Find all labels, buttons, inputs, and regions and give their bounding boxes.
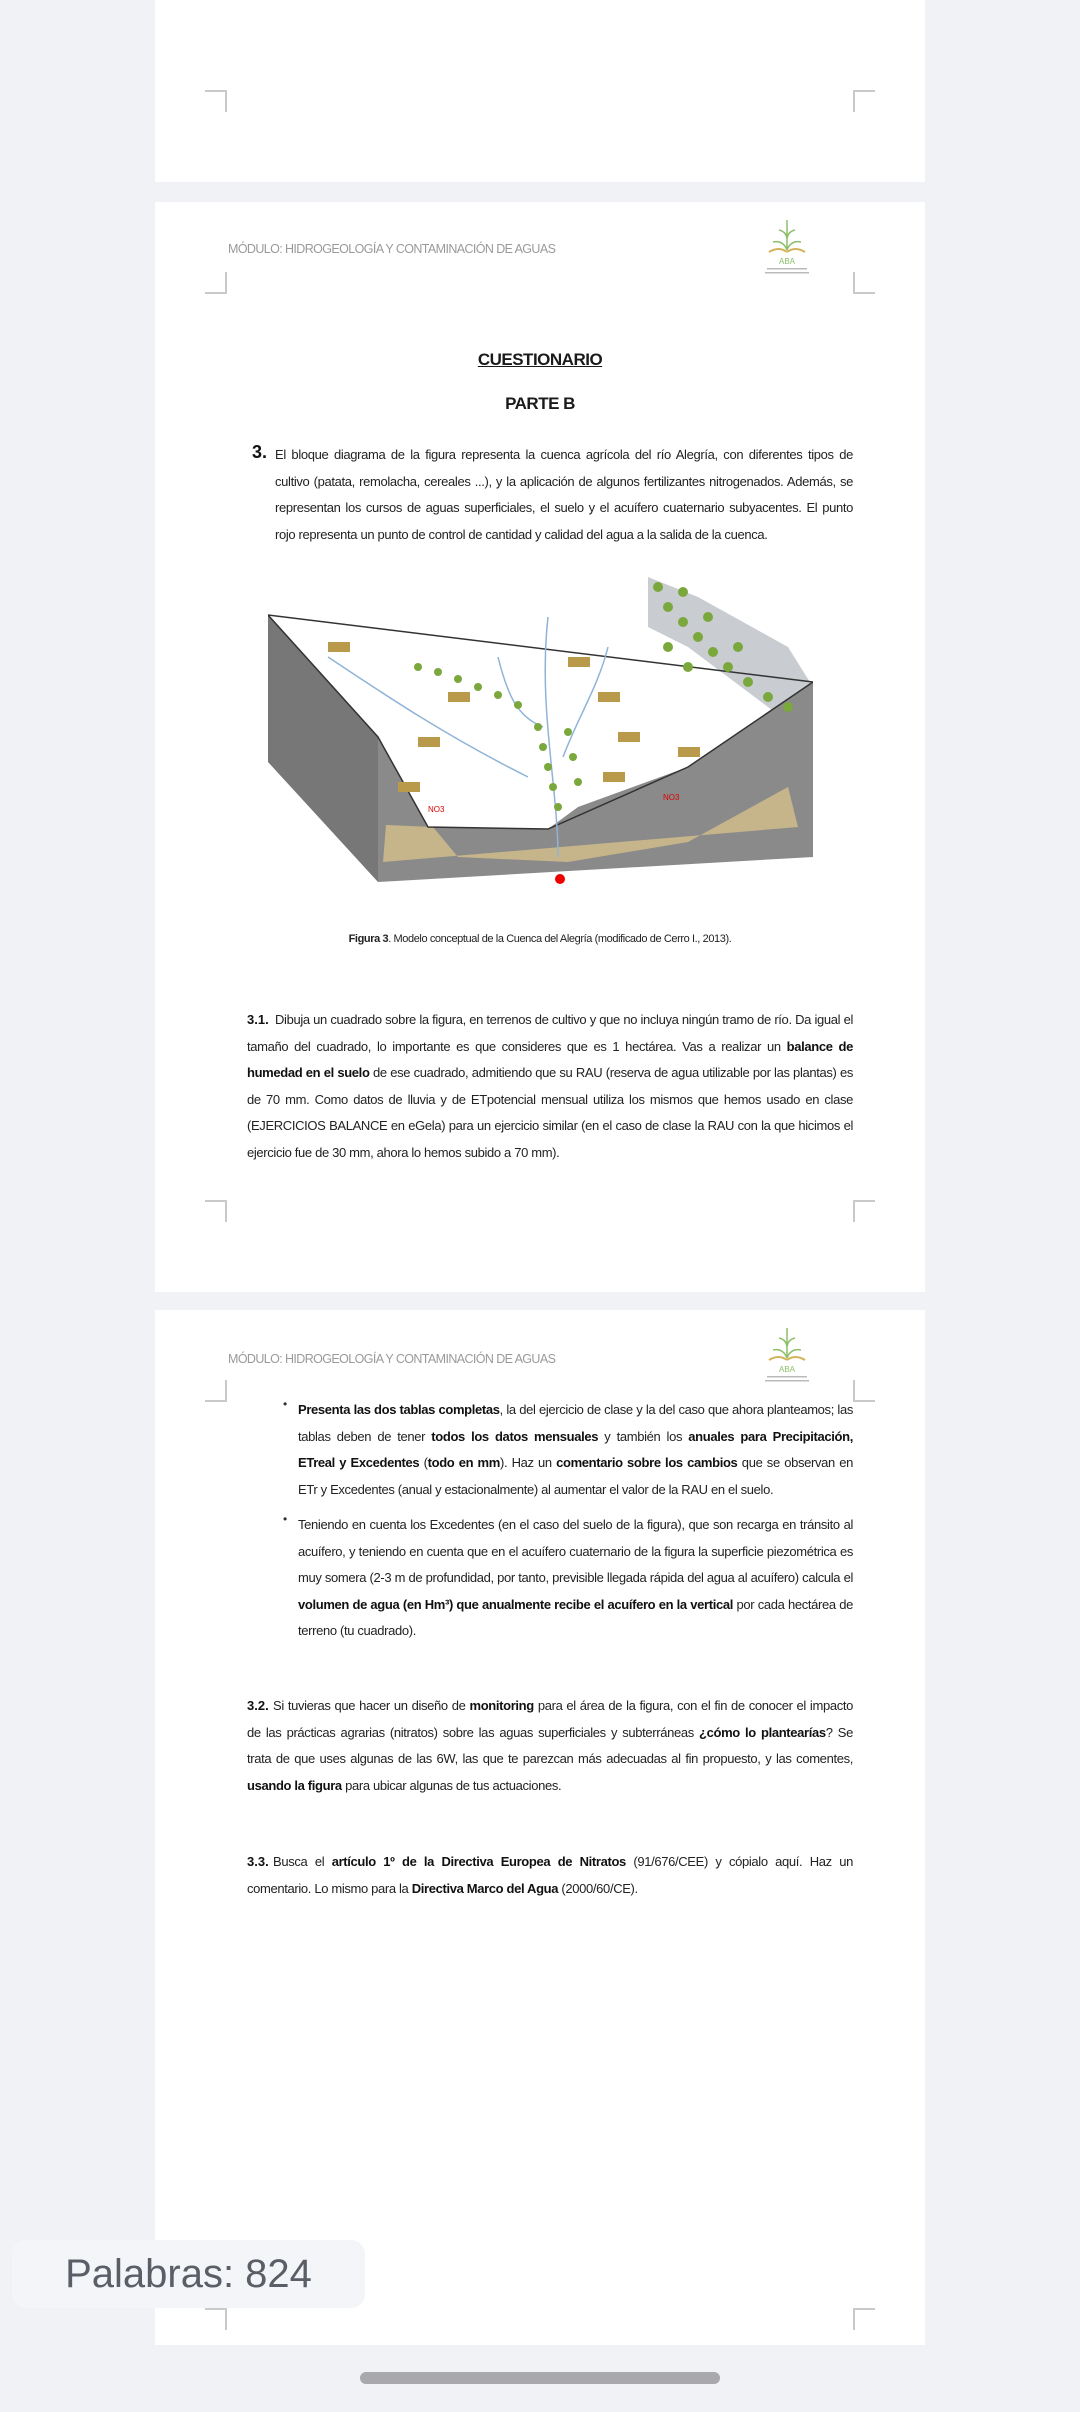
bullet-1-text: Presenta las dos tablas completas, la del ejercicio de clase y la del caso que ahora planteamos; las tablas deben de tener todos los datos mensuales y también los anuales para Precipitación, ETreal y Excedentes (todo en mm). Haz un comentario sobre los cambios que se observan en ETr y Excedentes (anual y estacionalmente) al aumentar el valor de la RAU en el suelo. — [298, 1402, 853, 1497]
no3-label-left: NO3 — [428, 805, 445, 814]
bullet-2-text: Teniendo en cuenta los Excedentes (en el caso del suelo de la figura), que son recarga en tránsito al acuífero, y teniendo en cuenta que en el acuífero cuaternario de la figura la superficie piezométrica es muy somera (2-3 m de profundidad, por tanto, previsible llegada rápida del agua al acuífero) calcula el volumen de agua (en Hm³) que anualmente recibe el acuífero en la vertical por cada hectárea de terreno (tu cuadrado). — [298, 1517, 853, 1639]
figure-caption: Figura 3. Modelo conceptual de la Cuenca del Alegría (modificado de Cerro I., 2013). — [348, 933, 732, 945]
question-number: 3.1. — [247, 1012, 269, 1027]
margin-corner — [205, 90, 227, 112]
margin-corner — [205, 1380, 227, 1402]
aba-logo — [755, 1324, 819, 1386]
margin-corner — [205, 272, 227, 294]
word-count-badge[interactable] — [12, 2240, 365, 2308]
control-point-marker — [555, 874, 565, 884]
question-number: 3.3. — [247, 1854, 269, 1869]
question-3-1-text: Dibuja un cuadrado sobre la figura, en terrenos de cultivo y que no incluya ningún tramo de río. Da igual el tamaño del cuadrado, lo importante es que consideres que es 1 hectárea. Vas a realizar un balance de humedad en el suelo de ese cuadrado, admitiendo que su RAU (reserva de agua utilizable por las plantas) es de 70 mm. Como datos de lluvia y de ETpotencial mensual utiliza los mismos que hemos usado en clase (EJERCICIOS BALANCE en eGela) para un ejercicio similar (en el caso de clase la RAU con la que hicimos el ejercicio fue de 30 mm, ahora lo hemos subido a 70 mm). — [247, 1012, 854, 1160]
margin-corner — [853, 1380, 875, 1402]
document-subtitle: PARTE B — [505, 394, 575, 413]
question-3-text: El bloque diagrama de la figura representa la cuenca agrícola del río Alegría, con diferentes tipos de cultivo (patata, remolacha, cereales ...), y la aplicación de algunos fertilizantes nitrogenados. Además, se representan los cursos de aguas superficiales, el suelo y el acuífero cuaternario subyacentes. El punto rojo representa un punto de control de cantidad y calidad del agua a la salida de la cuenca. — [275, 447, 853, 542]
header-module: MÓDULO: HIDROGEOLOGÍA Y CONTAMINACIÓN DE AGUAS — [228, 242, 556, 256]
question-number: 3. — [252, 442, 268, 462]
margin-corner — [853, 272, 875, 294]
question-3-2-text: Si tuvieras que hacer un diseño de monitoring para el área de la figura, con el fin de conocer el impacto de las prácticas agrarias (nitratos) sobre las aguas superficiales y subterráneas ¿cómo lo plantearías? Se trata de que uses algunas de las 6W, las que te parezcan más adecuadas al fin propuesto, y las comentes, usando la figura para ubicar algunas de tus actuaciones. — [247, 1698, 853, 1793]
no3-label-right: NO3 — [663, 793, 680, 802]
svg-text:ABA: ABA — [778, 257, 796, 266]
margin-corner — [205, 1200, 227, 1222]
page-3 — [155, 1310, 925, 2345]
margin-corner — [853, 90, 875, 112]
home-indicator[interactable] — [360, 2372, 720, 2384]
watershed-block-diagram — [268, 557, 813, 927]
header-module: MÓDULO: HIDROGEOLOGÍA Y CONTAMINACIÓN DE AGUAS — [228, 1352, 556, 1366]
question-3-3-text: Busca el artículo 1º de la Directiva Europea de Nitratos (91/676/CEE) y cópialo aquí. Haz un comentario. Lo mismo para la Directiva Marco del Agua (2000/60/CE). — [247, 1854, 853, 1896]
margin-corner — [205, 2308, 227, 2330]
page-1 — [155, 0, 925, 182]
margin-corner — [853, 2308, 875, 2330]
word-count-label: Palabras: 824 — [65, 2251, 312, 2296]
bullet-icon: • — [283, 1397, 288, 1411]
margin-corner — [853, 1200, 875, 1222]
page-2 — [155, 202, 925, 1292]
svg-text:ABA: ABA — [778, 1365, 796, 1374]
aba-logo — [755, 216, 819, 278]
bullet-icon: • — [283, 1512, 288, 1526]
document-title: CUESTIONARIO — [477, 350, 603, 369]
question-number: 3.2. — [247, 1698, 269, 1713]
